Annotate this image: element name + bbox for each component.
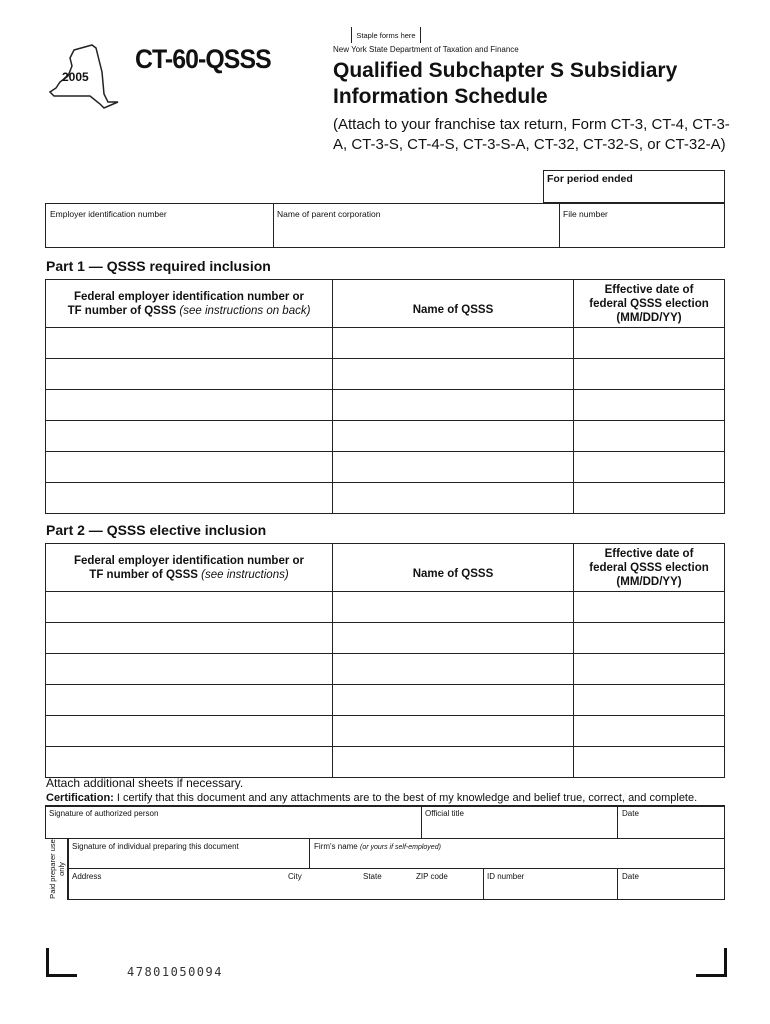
part1-date-cell[interactable]: [574, 328, 725, 359]
part1-col-date-line3: (MM/DD/YY): [616, 311, 682, 324]
part1-col-fein-note: (see instructions on back): [179, 304, 311, 317]
part2-name-cell[interactable]: [333, 654, 574, 685]
part1-date-cell[interactable]: [574, 390, 725, 421]
part2-date-cell[interactable]: [574, 716, 725, 747]
ein-field[interactable]: [45, 203, 274, 248]
part1-fein-cell[interactable]: [46, 483, 333, 514]
part1-name-cell[interactable]: [333, 483, 574, 514]
tax-year: 2005: [62, 70, 89, 84]
form-subtitle: (Attach to your franchise tax return, Form CT-3, CT-4, CT-3-A, CT-3-S, CT-4-S, CT-3-S-A, CT-32, CT-32-S, or CT-32-A): [333, 116, 730, 153]
part2-fein-cell[interactable]: [46, 747, 333, 778]
part2-col-fein-line1: Federal employer identification number or: [73, 554, 305, 567]
cert-text: I certify that this document and any attachments are to the best of my knowledge and belief true, correct, and complete.: [116, 792, 698, 804]
part1-table: [45, 279, 725, 514]
file-number-field[interactable]: [559, 203, 725, 248]
table-row: [46, 359, 725, 390]
sig-preparer-field[interactable]: [67, 838, 310, 869]
part1-col-date-line1: Effective date of: [604, 283, 694, 296]
form-title: [333, 58, 677, 110]
zip-label: ZIP code: [416, 872, 448, 881]
part2-date-cell[interactable]: [574, 654, 725, 685]
part1-date-cell[interactable]: [574, 421, 725, 452]
table-row: [46, 390, 725, 421]
table-row: [46, 747, 725, 778]
part1-title: Part 1 — QSSS required inclusion: [46, 258, 271, 274]
address-label: Address: [72, 872, 102, 881]
firm-name-field[interactable]: [309, 838, 725, 869]
table-row: [46, 452, 725, 483]
city-label: City: [288, 872, 302, 881]
table-row: [46, 328, 725, 359]
corner-mark-left: [46, 948, 77, 977]
part1-date-cell[interactable]: [574, 359, 725, 390]
ein-label: Employer identification number: [50, 209, 167, 219]
part2-name-cell[interactable]: [333, 685, 574, 716]
part1-date-cell[interactable]: [574, 483, 725, 514]
part1-fein-cell[interactable]: [46, 421, 333, 452]
part2-col-fein-line2: TF number of QSSS: [89, 568, 198, 581]
sig-preparer-label: Signature of individual preparing this document: [72, 842, 239, 851]
address-field[interactable]: [67, 868, 484, 900]
part2-fein-cell[interactable]: [46, 654, 333, 685]
table-row: [46, 483, 725, 514]
table-row: [46, 592, 725, 623]
period-ended-label: For period ended: [547, 173, 633, 185]
form-title-line1: Qualified Subchapter S Subsidiary: [333, 59, 678, 82]
part1-name-cell[interactable]: [333, 328, 574, 359]
firm-name-label: [314, 842, 441, 851]
part2-fein-cell[interactable]: [46, 685, 333, 716]
part2-date-cell[interactable]: [574, 747, 725, 778]
form-title-line2: Information Schedule: [333, 85, 548, 108]
firm-name-text: Firm's name: [314, 842, 358, 851]
part1-col-fein-line2: TF number of QSSS: [67, 304, 177, 317]
paid-preparer-label: [46, 838, 69, 900]
parent-corp-label: Name of parent corporation: [277, 209, 381, 219]
id-number-label: ID number: [487, 872, 525, 881]
official-title-label: Official title: [425, 809, 464, 818]
cert-label: Certification:: [46, 792, 114, 804]
part1-name-cell[interactable]: [333, 359, 574, 390]
official-title-field[interactable]: [421, 806, 618, 839]
date2-field[interactable]: [617, 868, 725, 900]
id-number-field[interactable]: [483, 868, 618, 900]
form-number: CT-60-QSSS: [135, 44, 271, 74]
part2-date-cell[interactable]: [574, 623, 725, 654]
part1-name-cell[interactable]: [333, 452, 574, 483]
date1-field[interactable]: [617, 806, 725, 839]
period-ended-field[interactable]: [543, 170, 725, 203]
part1-fein-cell[interactable]: [46, 452, 333, 483]
part1-col-fein-line1: Federal employer identification number or: [73, 290, 305, 303]
part2-col-fein-note: (see instructions): [201, 568, 289, 581]
part2-table: [45, 543, 725, 778]
part2-name-cell[interactable]: [333, 716, 574, 747]
part2-col-fein: [46, 544, 333, 592]
date2-label: Date: [622, 872, 639, 881]
part2-col-name: Name of QSSS: [333, 544, 574, 592]
firm-name-note: (or yours if self-employed): [360, 844, 441, 851]
part2-fein-cell[interactable]: [46, 623, 333, 654]
part1-fein-cell[interactable]: [46, 359, 333, 390]
corner-mark-right: [696, 948, 727, 977]
part2-date-cell[interactable]: [574, 592, 725, 623]
part1-col-name: Name of QSSS: [333, 280, 574, 328]
table-row: [46, 716, 725, 747]
sig-authorized-label: Signature of authorized person: [49, 809, 159, 818]
part2-title: Part 2 — QSSS elective inclusion: [46, 522, 267, 538]
parent-corp-field[interactable]: [273, 203, 560, 248]
part1-date-cell[interactable]: [574, 452, 725, 483]
part1-name-cell[interactable]: [333, 390, 574, 421]
barcode-number: 47801050094: [127, 965, 223, 979]
part2-col-date-line3: (MM/DD/YY): [616, 575, 682, 588]
file-number-label: File number: [563, 209, 608, 219]
part1-col-date: [574, 280, 725, 328]
staple-note: Staple forms here: [351, 27, 421, 43]
sig-authorized-field[interactable]: [45, 806, 422, 839]
table-row: [46, 421, 725, 452]
table-row: [46, 623, 725, 654]
part2-fein-cell[interactable]: [46, 592, 333, 623]
part2-col-date-line2: federal QSSS election: [589, 561, 709, 574]
certification: [46, 792, 726, 804]
date1-label: Date: [622, 809, 639, 818]
table-row: [46, 685, 725, 716]
attach-note: Attach additional sheets if necessary.: [46, 776, 244, 790]
part1-col-date-line2: federal QSSS election: [589, 297, 709, 310]
department-name: New York State Department of Taxation and Finance: [333, 45, 519, 54]
part2-name-cell[interactable]: [333, 623, 574, 654]
part2-col-date: [574, 544, 725, 592]
paid-preparer-text: Paid preparer use only: [48, 839, 66, 899]
state-label: State: [363, 872, 382, 881]
part2-name-cell[interactable]: [333, 592, 574, 623]
part1-name-cell[interactable]: [333, 421, 574, 452]
part2-name-cell[interactable]: [333, 747, 574, 778]
part2-col-date-line1: Effective date of: [604, 547, 694, 560]
part1-fein-cell[interactable]: [46, 328, 333, 359]
part1-col-fein: [46, 280, 333, 328]
part2-date-cell[interactable]: [574, 685, 725, 716]
part1-fein-cell[interactable]: [46, 390, 333, 421]
table-row: [46, 654, 725, 685]
part2-fein-cell[interactable]: [46, 716, 333, 747]
